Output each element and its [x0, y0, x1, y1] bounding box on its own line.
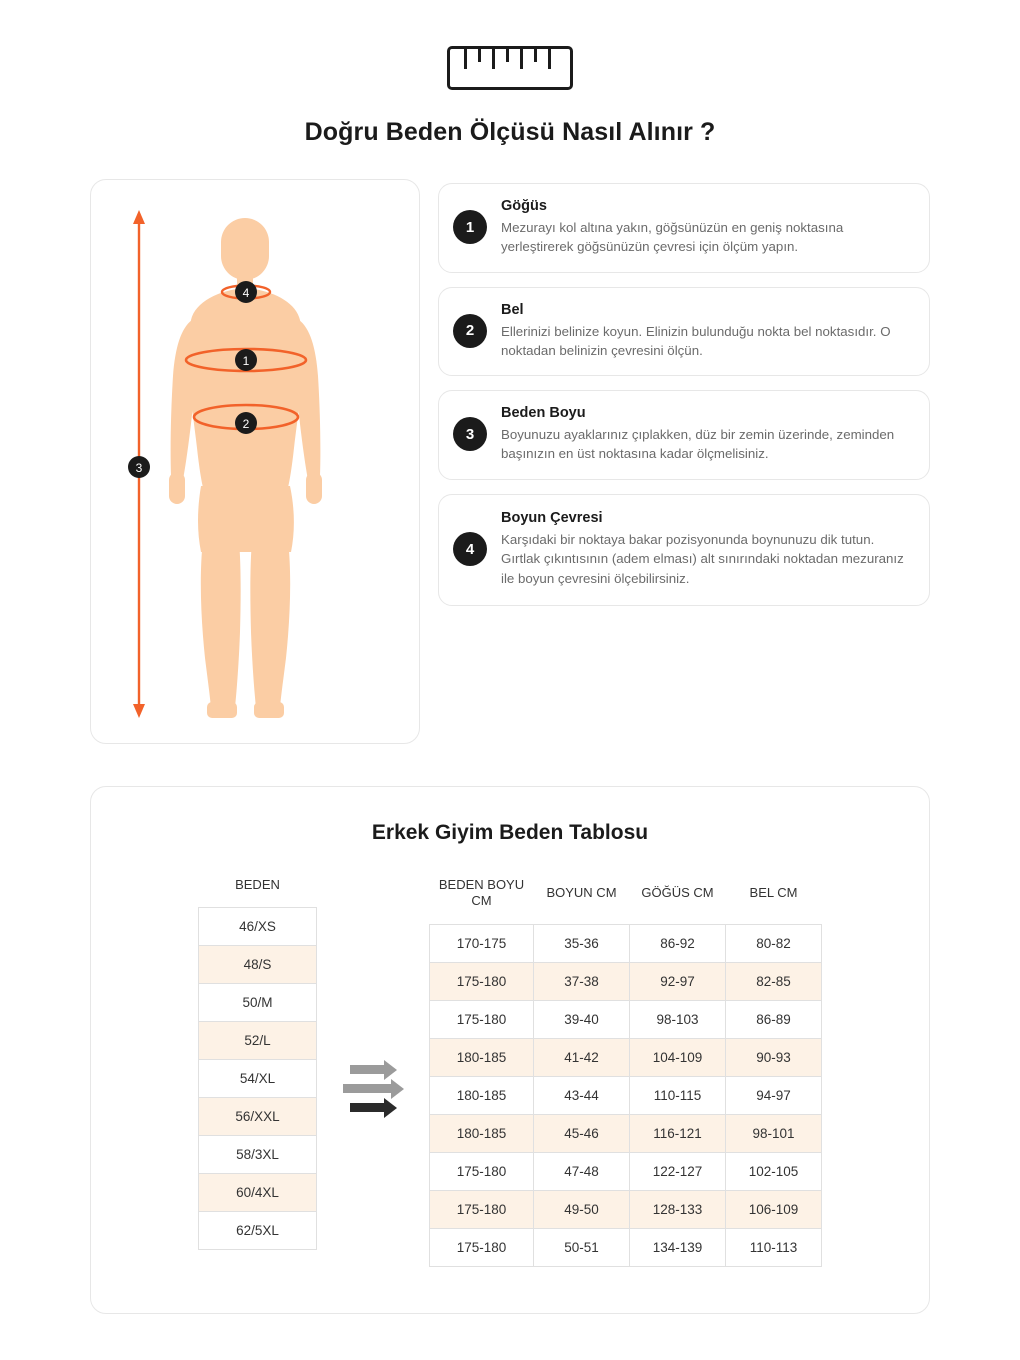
step-title-3: Beden Boyu — [501, 405, 586, 422]
cell-boyun: 35-36 — [534, 924, 630, 962]
table-row — [430, 924, 822, 962]
cell-bel: 94-97 — [726, 1076, 822, 1114]
cell-beden: 50/M — [199, 984, 317, 1022]
cell-gogus: 116-121 — [630, 1114, 726, 1152]
cell-beden-boyu: 180-185 — [430, 1076, 534, 1114]
cell-beden: 46/XS — [199, 908, 317, 946]
cell-beden-boyu: 175-180 — [430, 1152, 534, 1190]
arrows-decoration — [317, 1064, 429, 1114]
table-row — [430, 1000, 822, 1038]
svg-text:2: 2 — [242, 417, 250, 431]
column-header-bel: BEL CM — [749, 885, 798, 901]
table-row — [199, 1060, 317, 1098]
table-row — [199, 1022, 317, 1060]
step-number-badge-3: 3 — [453, 417, 487, 451]
arrow-icon-dark — [350, 1102, 397, 1114]
cell-bel: 86-89 — [726, 1000, 822, 1038]
step-item-3 — [438, 390, 930, 480]
table-row — [199, 1174, 317, 1212]
step-number-badge-2: 2 — [453, 314, 487, 348]
table-row — [430, 1114, 822, 1152]
cell-boyun: 47-48 — [534, 1152, 630, 1190]
cell-bel: 80-82 — [726, 924, 822, 962]
cell-boyun: 37-38 — [534, 962, 630, 1000]
cell-beden-boyu: 175-180 — [430, 1190, 534, 1228]
cell-bel: 90-93 — [726, 1038, 822, 1076]
step-item-1 — [438, 183, 930, 273]
column-header-beden-boyu: BEDEN BOYU CM — [438, 877, 525, 909]
cell-gogus: 128-133 — [630, 1190, 726, 1228]
cell-boyun: 41-42 — [534, 1038, 630, 1076]
step-title-1: Göğüs — [501, 198, 547, 214]
svg-text:1: 1 — [242, 354, 250, 368]
svg-text:4: 4 — [242, 286, 250, 300]
step-item-2 — [438, 287, 930, 377]
table-row — [430, 1076, 822, 1114]
cell-beden: 54/XL — [199, 1060, 317, 1098]
cell-gogus: 104-109 — [630, 1038, 726, 1076]
cell-boyun: 43-44 — [534, 1076, 630, 1114]
cell-boyun: 39-40 — [534, 1000, 630, 1038]
cell-beden-boyu: 175-180 — [430, 1000, 534, 1038]
step-number-badge-1: 1 — [453, 210, 487, 244]
cell-bel: 106-109 — [726, 1190, 822, 1228]
step-item-4 — [438, 494, 930, 606]
measurements-table — [429, 871, 822, 1267]
cell-boyun: 49-50 — [534, 1190, 630, 1228]
table-row — [430, 1038, 822, 1076]
cell-gogus: 92-97 — [630, 962, 726, 1000]
step-title-4: Boyun Çevresi — [501, 510, 603, 527]
table-row — [199, 908, 317, 946]
svg-text:3: 3 — [135, 461, 143, 475]
cell-beden-boyu: 180-185 — [430, 1114, 534, 1152]
table-row — [199, 1212, 317, 1250]
size-chart-card — [90, 786, 930, 1314]
table-row — [430, 962, 822, 1000]
table-row — [199, 984, 317, 1022]
cell-gogus: 122-127 — [630, 1152, 726, 1190]
measurement-guide-section — [0, 147, 1020, 744]
cell-gogus: 134-139 — [630, 1228, 726, 1266]
cell-bel: 102-105 — [726, 1152, 822, 1190]
cell-beden: 48/S — [199, 946, 317, 984]
table-row — [199, 946, 317, 984]
table-row — [199, 1136, 317, 1174]
cell-beden-boyu: 175-180 — [430, 1228, 534, 1266]
cell-boyun: 45-46 — [534, 1114, 630, 1152]
measurement-steps-list — [438, 179, 930, 606]
step-description-3: Boyunuzu ayaklarınız çıplakken, düz bir zemin üzerinde, zeminden başınızın en üst noktasına kadar ölçmelisiniz. — [501, 427, 895, 462]
cell-beden: 58/3XL — [199, 1136, 317, 1174]
page-title: Doğru Beden Ölçüsü Nasıl Alınır ? — [304, 118, 716, 146]
cell-beden: 62/5XL — [199, 1212, 317, 1250]
cell-gogus: 98-103 — [630, 1000, 726, 1038]
step-description-1: Mezurayı kol altına yakın, göğsünüzün en geniş noktasına yerleştirerek göğsünüzün çevresi için ölçüm yapın. — [501, 220, 844, 255]
cell-gogus: 110-115 — [630, 1076, 726, 1114]
body-figure-illustration — [91, 180, 421, 745]
size-chart-title: Erkek Giyim Beden Tablosu — [371, 821, 649, 844]
column-header-gogus: GÖĞÜS CM — [641, 885, 714, 901]
cell-beden-boyu: 170-175 — [430, 924, 534, 962]
cell-beden: 60/4XL — [199, 1174, 317, 1212]
body-figure-card — [90, 179, 420, 744]
cell-beden: 52/L — [199, 1022, 317, 1060]
cell-boyun: 50-51 — [534, 1228, 630, 1266]
size-label-table — [198, 871, 317, 1250]
cell-bel: 98-101 — [726, 1114, 822, 1152]
table-row — [199, 1098, 317, 1136]
step-description-2: Ellerinizi belinize koyun. Elinizin bulunduğu nokta bel noktasıdır. O noktadan belinizin çevresini ölçün. — [501, 323, 891, 358]
cell-bel: 82-85 — [726, 962, 822, 1000]
ruler-icon — [447, 46, 573, 90]
table-row — [430, 1152, 822, 1190]
cell-beden-boyu: 175-180 — [430, 962, 534, 1000]
arrow-icon-light-long — [343, 1083, 404, 1095]
cell-beden-boyu: 180-185 — [430, 1038, 534, 1076]
cell-gogus: 86-92 — [630, 924, 726, 962]
cell-bel: 110-113 — [726, 1228, 822, 1266]
ruler-icon-wrapper — [0, 0, 1020, 90]
column-header-beden: BEDEN — [235, 877, 280, 892]
cell-beden: 56/XXL — [199, 1098, 317, 1136]
step-title-2: Bel — [501, 301, 524, 318]
step-number-badge-4: 4 — [453, 532, 487, 566]
arrow-icon-light-short — [350, 1064, 397, 1076]
column-header-boyun: BOYUN CM — [546, 885, 617, 901]
table-row — [430, 1228, 822, 1266]
step-description-4: Karşıdaki bir noktaya bakar pozisyonunda boynunuzu dik tutun. Gırtlak çıkıntısının (adem elması) alt sınırındaki noktadan mezuranız ile boyun çevresini ölçebilirsiniz. — [501, 532, 904, 586]
table-row — [430, 1190, 822, 1228]
